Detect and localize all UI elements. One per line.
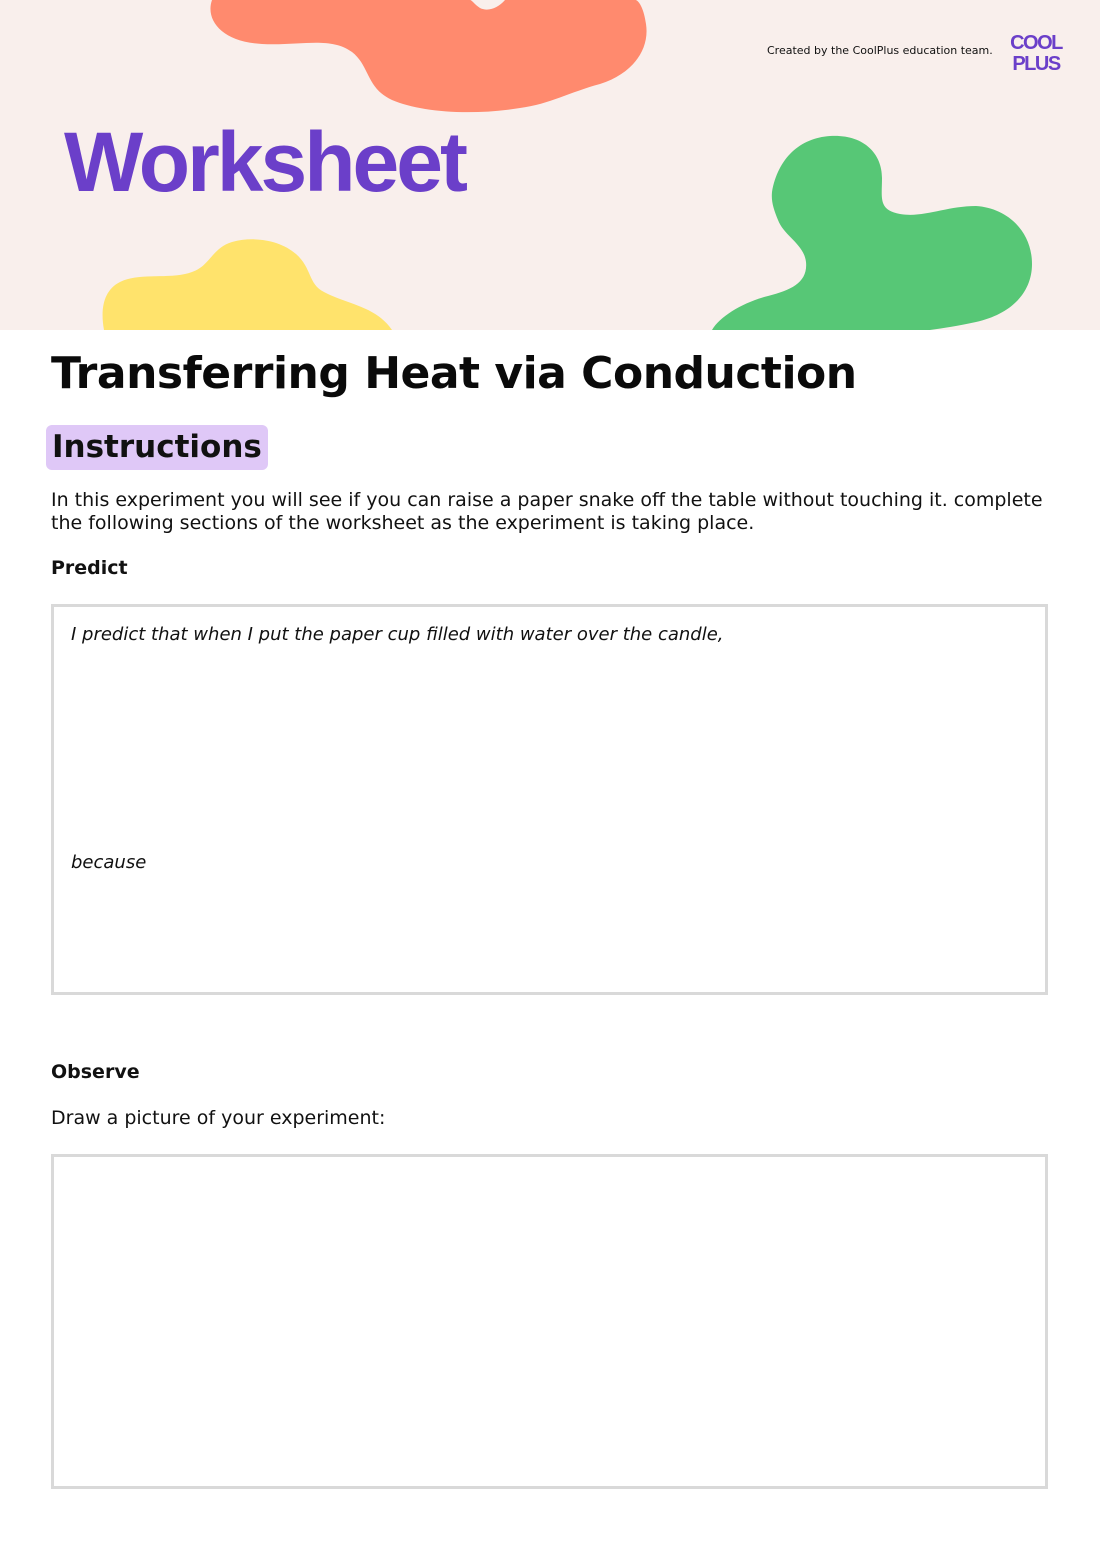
- observe-label: Observe: [51, 1061, 140, 1083]
- instructions-body: In this experiment you will see if you can raise a paper snake off the table without touching it. complete the following sections of the worksheet as the experiment is taking place.: [51, 489, 1043, 534]
- instructions-heading: Instructions: [46, 425, 268, 470]
- svg-text:PLUS: PLUS: [1012, 53, 1060, 74]
- because-prompt: because: [71, 852, 147, 873]
- yellow-blob: [103, 239, 392, 330]
- predict-prompt: I predict that when I put the paper cup filled with water over the candle,: [71, 624, 724, 645]
- drawing-box[interactable]: [51, 1154, 1048, 1489]
- credit-text: Created by the CoolPlus education team.: [767, 44, 993, 57]
- predict-label: Predict: [51, 557, 128, 579]
- green-blob: [712, 136, 1032, 330]
- predict-answer-box[interactable]: [51, 604, 1048, 995]
- orange-blob: [210, 0, 646, 112]
- coolplus-logo: [1001, 30, 1071, 74]
- header-banner: [0, 0, 1100, 330]
- observe-instruction: Draw a picture of your experiment:: [51, 1107, 386, 1129]
- page-title: Transferring Heat via Conduction: [51, 348, 857, 399]
- svg-text:COOL: COOL: [1010, 32, 1062, 54]
- worksheet-title: Worksheet: [64, 115, 465, 209]
